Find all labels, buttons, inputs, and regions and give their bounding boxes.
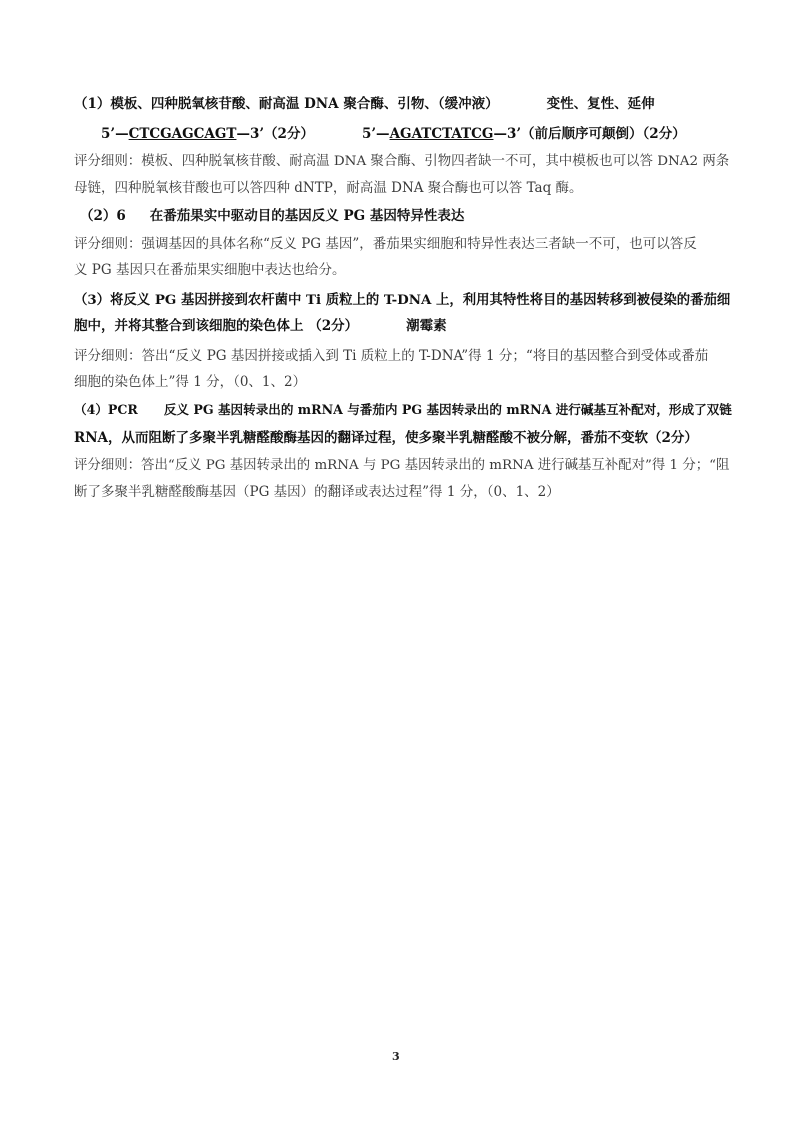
q3-answer-line-2 (74, 316, 447, 336)
q2-answer-line (80, 206, 464, 226)
primer-2-suffix: —3’（前后顺序可颠倒）（2分） (493, 126, 686, 142)
q4-scoring-line-1: 评分细则：答出“反义 PG 基因转录出的 mRNA 与 PG 基因转录出的 mRNA 进行碱基互补配对”得 1 分；“阻 (74, 458, 730, 473)
q1-primers-line (101, 124, 686, 144)
q2-scoring-line-2: 义 PG 基因只在番茄果实细胞中表达也给分。 (74, 262, 346, 278)
q3-scoring-line-2: 细胞的染色体上”得 1 分，（0、1、2） (74, 374, 307, 390)
q1-scoring-line-1: 评分细则：模板、四种脱氧核苷酸、耐高温 DNA 聚合酶、引物四者缺一不可，其中模板也可以答 DNA2 两条 (74, 154, 730, 169)
q3-scoring-line-1: 评分细则：答出“反义 PG 基因拼接或插入到 Ti 质粒上的 T-DNA”得 1 分；“将目的基因整合到受体或番茄 (74, 348, 709, 364)
q2-part-a: （2）6 (80, 208, 126, 224)
q1-part-a: （1）模板、四种脱氧核苷酸、耐高温 DNA 聚合酶、引物、（缓冲液） (74, 96, 499, 112)
q1-scoring-line-2: 母链，四种脱氧核苷酸也可以答四种 dNTP，耐高温 DNA 聚合酶也可以答 Taq 酶。 (74, 180, 583, 196)
primer-2-sequence: AGATCTATCG (389, 126, 494, 142)
q4-part-a: （4）PCR (74, 402, 138, 417)
q4-answer-line-2: RNA，从而阻断了多聚半乳糖醛酸酶基因的翻译过程，使多聚半乳糖醛酸不被分解，番茄不变软（2分） (74, 430, 698, 446)
primer-2-prefix: 5’— (361, 126, 390, 142)
q2-part-b: 在番茄果实中驱动目的基因反义 PG 基因特异性表达 (149, 208, 465, 224)
q3-part-a: 胞中，并将其整合到该细胞的染色体上 （2分） (74, 318, 359, 334)
q2-scoring-line-1: 评分细则：强调基因的具体名称“反义 PG 基因”，番茄果实细胞和特异性表达三者缺一不可，也可以答反 (74, 236, 697, 252)
primer-1-sequence: CTCGAGCAGT (128, 126, 237, 142)
primer-1-suffix: —3’（2分） (236, 126, 314, 142)
primer-1-prefix: 5’— (101, 126, 129, 142)
page-number: 3 (392, 1050, 400, 1063)
q1-part-b: 变性、复性、延伸 (546, 96, 655, 112)
q3-part-b: 潮霉素 (406, 318, 447, 334)
q4-scoring-line-2: 断了多聚半乳糖醛酸酶基因（PG 基因）的翻译或表达过程”得 1 分，（0、1、2） (74, 484, 560, 500)
q4-answer-line-1 (74, 400, 732, 420)
q4-part-b: 反义 PG 基因转录出的 mRNA 与番茄内 PG 基因转录出的 mRNA 进行碱基互补配对，形成了双链 (163, 402, 732, 417)
q3-answer-line-1: （3）将反义 PG 基因拼接到农杆菌中 Ti 质粒上的 T-DNA 上，利用其特性将目的基因转移到被侵染的番茄细 (74, 292, 731, 308)
q1-answer-line-1 (74, 94, 655, 114)
